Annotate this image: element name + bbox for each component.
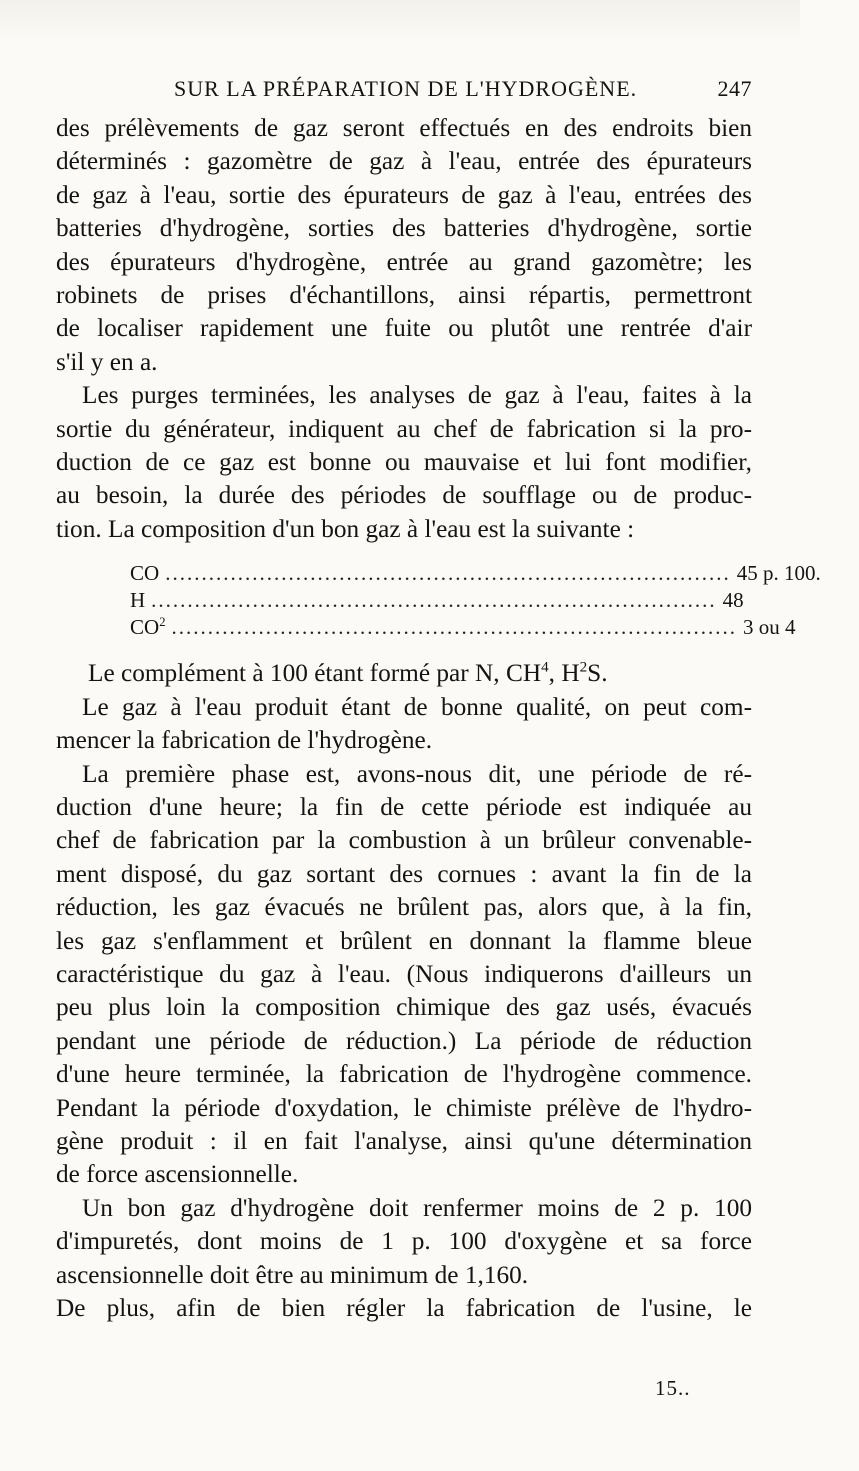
text-line: caractéristique du gaz à l'eau. (Nous indiquerons d'ailleurs un bbox=[56, 959, 752, 988]
text-line: Un bon gaz d'hydrogène doit renfermer moins de 2 p. 100 bbox=[82, 1193, 752, 1222]
text-line: au besoin, la durée des périodes de soufflage ou de produc- bbox=[56, 481, 752, 510]
composition-row bbox=[130, 560, 821, 587]
component-name: $CO^2$ bbox=[130, 615, 166, 640]
text-line: pendant une période de réduction.) La période de réduction bbox=[56, 1026, 752, 1055]
text-line: ascensionnelle doit être au minimum de 1,160. bbox=[56, 1260, 529, 1289]
leader-dots: .............................................................................. bbox=[171, 615, 737, 640]
text-line: déterminés : gazomètre de gaz à l'eau, entrée des épurateurs bbox=[56, 147, 752, 176]
component-name: H bbox=[130, 588, 146, 613]
paragraph-1 bbox=[56, 112, 752, 379]
text-line: Pendant la période d'oxydation, le chimiste prélève de l'hydro- bbox=[56, 1093, 752, 1122]
text-line: des épurateurs d'hydrogène, entrée au grand gazomètre; les bbox=[56, 247, 752, 276]
running-header bbox=[56, 72, 752, 108]
text-line: les gaz s'enflamment et brûlent en donnant la flamme bleue bbox=[56, 926, 752, 955]
composition-row bbox=[130, 587, 752, 614]
text-line: des prélèvements de gaz seront effectués en des endroits bien bbox=[56, 114, 752, 142]
text-line: La première phase est, avons-nous dit, une période de ré- bbox=[82, 759, 752, 788]
text-line: Les purges terminées, les analyses de gaz à l'eau, faites à la bbox=[82, 381, 752, 410]
paragraph-2 bbox=[56, 379, 752, 546]
page-body bbox=[56, 112, 821, 1325]
text-line: sortie du générateur, indiquent au chef de fabrication si la pro- bbox=[56, 414, 752, 443]
text-line: De plus, afin de bien régler la fabrication de l'usine, le bbox=[56, 1294, 752, 1322]
running-title: SUR LA PRÉPARATION DE L'HYDROGÈNE. bbox=[174, 76, 638, 101]
paragraph-4 bbox=[56, 758, 752, 1192]
text-line: Le gaz à l'eau produit étant de bonne qualité, on peut com- bbox=[82, 692, 752, 721]
text-line: duction d'une heure; la fin de cette période est indiquée au bbox=[56, 792, 752, 821]
text-line: d'impuretés, dont moins de 1 p. 100 d'oxygène et sa force bbox=[56, 1227, 752, 1256]
text-line: chef de fabrication par la combustion à un brûleur convenable- bbox=[56, 826, 752, 855]
signature-mark: 15.. bbox=[655, 1376, 691, 1400]
component-value: 45 p. 100. bbox=[736, 561, 821, 586]
text-line: tion. La composition d'un bon gaz à l'eau est la suivante : bbox=[56, 514, 635, 543]
text-line: duction de ce gaz est bonne ou mauvaise et lui font modifier, bbox=[56, 448, 752, 477]
text-line: s'il y en a. bbox=[56, 347, 158, 376]
paragraph-5 bbox=[56, 1192, 752, 1292]
paragraph-3 bbox=[56, 691, 752, 758]
paragraph-6 bbox=[56, 1292, 752, 1325]
text-line: batteries d'hydrogène, sorties des batteries d'hydrogène, sortie bbox=[56, 214, 752, 243]
leader-dots: .............................................................................. bbox=[165, 561, 731, 586]
text-line: robinets de prises d'échantillons, ainsi répartis, permettront bbox=[56, 281, 752, 310]
text-line: d'une heure terminée, la fabrication de l'hydrogène commence. bbox=[56, 1060, 752, 1089]
text-line: peu plus loin la composition chimique des gaz usés, évacués bbox=[56, 993, 752, 1022]
text-line: ment disposé, du gaz sortant des cornues : avant la fin de la bbox=[56, 859, 752, 888]
leader-dots: .............................................................................. bbox=[151, 588, 717, 613]
text-line: mencer la fabrication de l'hydrogène. bbox=[56, 726, 433, 755]
text-line: de localiser rapidement une fuite ou plutôt une rentrée d'air bbox=[56, 314, 752, 343]
component-value: 3 ou 4 bbox=[742, 615, 796, 640]
text-line: de force ascensionnelle. bbox=[56, 1160, 299, 1189]
component-value: 48 bbox=[722, 588, 744, 613]
component-name: CO bbox=[130, 561, 160, 586]
complement-line: Le complément à 100 étant formé par N, $CH^4$, $H^2S$. bbox=[88, 658, 608, 688]
composition-row bbox=[130, 614, 796, 641]
text-line: gène produit : il en fait l'analyse, ainsi qu'une détermination bbox=[56, 1126, 752, 1155]
page-number: 247 bbox=[717, 76, 752, 101]
text-line: de gaz à l'eau, sortie des épurateurs de gaz à l'eau, entrées des bbox=[56, 180, 752, 209]
composition-table bbox=[56, 560, 821, 641]
text-line: réduction, les gaz évacués ne brûlent pas, alors que, à la fin, bbox=[56, 893, 752, 922]
